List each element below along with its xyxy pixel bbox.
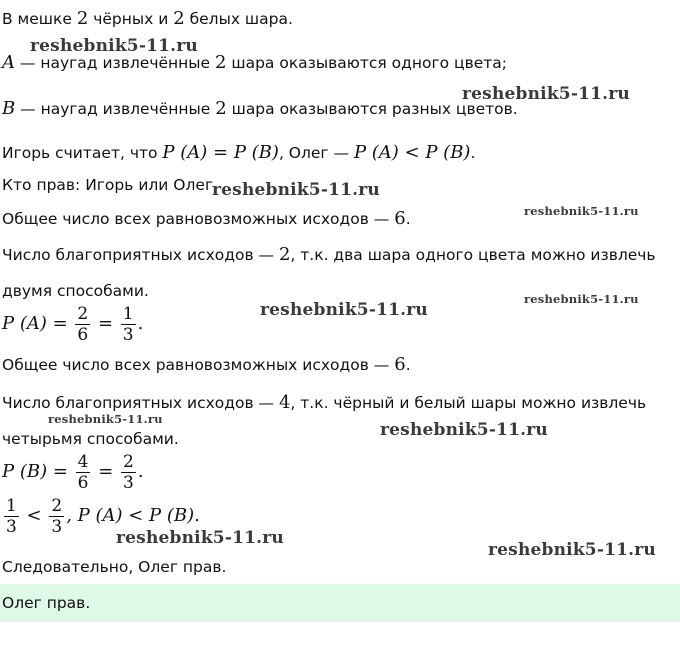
fraction: $\frac{1}{3}$ — [122, 304, 134, 345]
fraction: $\frac{1}{3}$ — [6, 496, 17, 537]
probability-b: P (B) = $\frac{4}{6}$ = $\frac{2}{3}$ . — [2, 452, 144, 493]
problem-line-3: B — наугад извлечённые 2 шара оказываются разных цветов. — [2, 98, 518, 119]
watermark: reshebnik5-11.ru — [462, 84, 630, 104]
solution-favorable-2: Число благоприятных исходов — 4, т.к. чёрный и белый шары можно извлечь — [2, 392, 647, 413]
watermark: reshebnik5-11.ru — [260, 300, 428, 320]
problem-question: Кто прав: Игорь или Олег. — [2, 176, 219, 194]
watermark: reshebnik5-11.ru — [212, 180, 380, 200]
watermark: reshebnik5-11.ru — [30, 36, 198, 56]
answer-box — [0, 584, 680, 622]
fraction: $\frac{2}{3}$ — [123, 452, 134, 493]
fraction: $\frac{2}{6}$ — [77, 304, 89, 345]
problem-line-1: В мешке 2 чёрных и 2 белых шара. — [2, 8, 293, 29]
answer-text: Олег прав. — [2, 594, 91, 612]
solution-total-outcomes-2: Общее число всех равновозможных исходов — 6. — [2, 354, 411, 375]
fraction: $\frac{2}{3}$ — [51, 496, 63, 537]
solution-total-outcomes-1: Общее число всех равновозможных исходов — 6. — [2, 208, 411, 229]
watermark: reshebnik5-11.ru — [524, 292, 639, 306]
problem-line-4: Игорь считает, что P (A) = P (B), Олег — P (A) < P (B). — [2, 142, 476, 163]
watermark: reshebnik5-11.ru — [488, 540, 656, 560]
watermark: reshebnik5-11.ru — [116, 528, 284, 548]
fraction: $\frac{4}{6}$ — [77, 452, 89, 493]
solution-favorable-1: Число благоприятных исходов — 2, т.к. два шара одного цвета можно извлечь — [2, 244, 656, 265]
problem-line-2: A — наугад извлечённые 2 шара оказываются одного цвета; — [2, 52, 507, 73]
solution-ways-2: четырьмя способами. — [2, 430, 179, 448]
comparison: $\frac{1}{3}$ < $\frac{2}{3}$ , P (A) < P (B). — [6, 496, 200, 537]
watermark: reshebnik5-11.ru — [380, 420, 548, 440]
watermark: reshebnik5-11.ru — [48, 412, 163, 426]
probability-a: P (A) = $\frac{2}{6}$ = $\frac{1}{3}$ . — [2, 304, 144, 345]
solution-ways-1: двумя способами. — [2, 282, 149, 300]
watermark: reshebnik5-11.ru — [524, 204, 639, 218]
conclusion: Следовательно, Олег прав. — [2, 558, 227, 576]
